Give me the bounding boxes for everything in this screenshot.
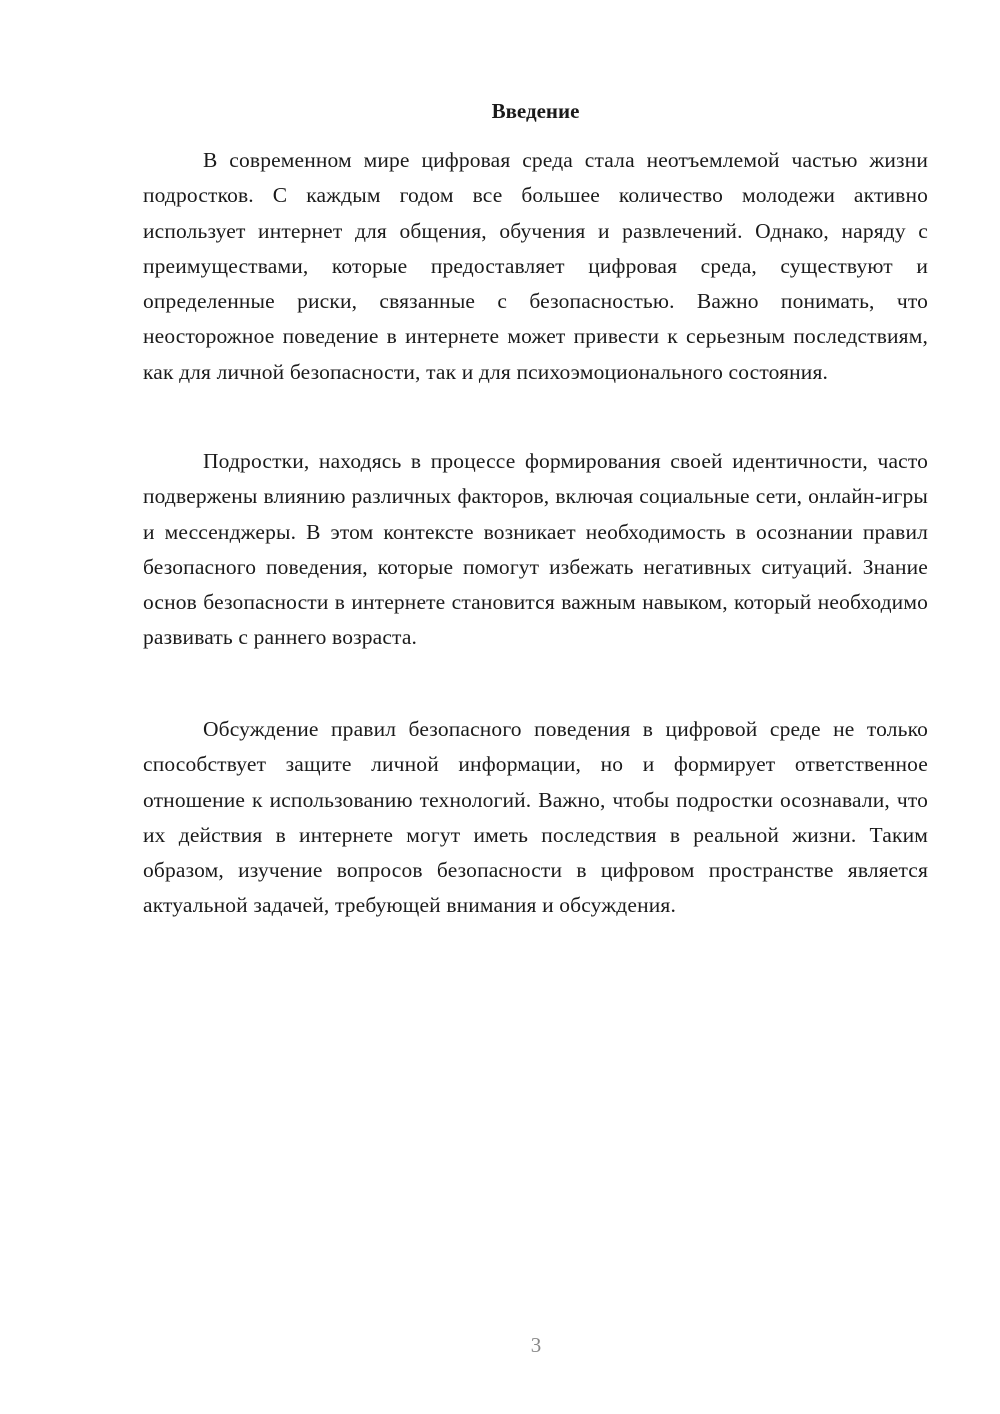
page-number: 3 — [530, 1333, 542, 1357]
paragraph-3: Обсуждение правил безопасного поведения в цифровой среде не только способствует защите личной информации, но и формирует ответственное отношение к использованию технологий. Важно, чтобы подростки осознавали, что их действия в интернете могут иметь последствия в реальной жизни. Таким образом, изучение вопросов безопасности в цифровом пространстве является актуальной задачей, требующей внимания и обсуждения. — [143, 717, 928, 918]
paragraph-2-container — [143, 444, 928, 656]
section-heading: Введение — [491, 99, 580, 123]
paragraph-1: В современном мире цифровая среда стала неотъемлемой частью жизни подростков. С каждым годом все большее количество молодежи активно использует интернет для общения, обучения и развлечений. Однако, наряду с преимуществами, которые предоставляет цифровая среда, существуют и определенные риски, связанные с безопасностью. Важно понимать, что неосторожное поведение в интернете может привести к серьезным последствиям, как для личной безопасности, так и для психоэмоционального состояния. — [143, 148, 928, 384]
paragraph-3-container — [143, 712, 928, 924]
paragraph-1-container — [143, 143, 928, 390]
paragraph-2: Подростки, находясь в процессе формирования своей идентичности, часто подвержены влиянию различных факторов, включая социальные сети, онлайн-игры и мессенджеры. В этом контексте возникает необходимость в осознании правил безопасного поведения, которые помогут избежать негативных ситуаций. Знание основ безопасности в интернете становится важным навыком, который необходимо развивать с раннего возраста. — [143, 449, 928, 650]
